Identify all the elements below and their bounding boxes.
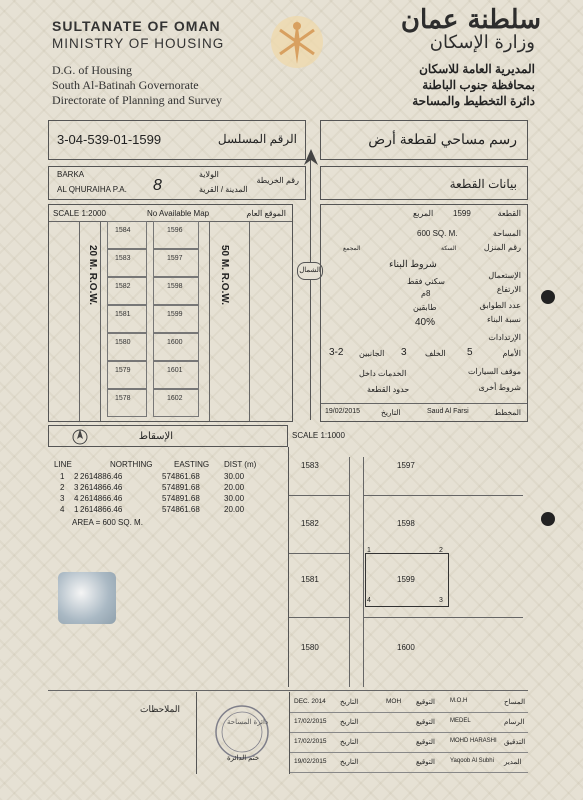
road-right-label: 50 M. R.O.W. — [219, 245, 230, 306]
location-plot-right: 1600 — [167, 339, 183, 346]
coord-header: EASTING — [174, 460, 210, 469]
signature-name: Yaqoob Al Subhi — [450, 758, 494, 764]
north-symbol-icon — [69, 427, 91, 447]
location-plot-right: 1597 — [167, 255, 183, 262]
coord-cell: 2614866.46 — [80, 494, 123, 503]
stamp-area — [196, 692, 290, 774]
neighbor-label: السكة — [441, 246, 457, 252]
location-plot-right: 1601 — [167, 367, 183, 374]
house-no-label: رقم المنزل — [483, 243, 521, 252]
plot-details — [320, 204, 528, 422]
setbacks-label: الإرتدادات — [488, 333, 521, 342]
signature-sig: MOH — [386, 698, 402, 705]
location-plot-right: 1602 — [167, 395, 183, 402]
projection-plot-left: 1583 — [301, 461, 319, 470]
location-plot-left: 1582 — [115, 283, 131, 290]
location-map — [48, 204, 293, 422]
sides-value: 3-2 — [329, 347, 344, 358]
signature-name: M.O.H — [450, 698, 468, 704]
planner-name: Saud Al Farsi — [427, 408, 469, 415]
back-value: 3 — [401, 347, 407, 358]
wilaya-label: الولاية — [199, 170, 219, 179]
signature-date: 17/02/2015 — [294, 718, 327, 725]
projection-plot-left: 1580 — [301, 643, 319, 652]
projection-plot-left: 1582 — [301, 519, 319, 528]
header-dg: D.G. of Housing — [52, 63, 132, 77]
signature-role-ar: الرسام — [504, 719, 525, 726]
coord-header: DIST (m) — [224, 460, 257, 469]
coord-cell: 1 — [60, 472, 65, 481]
plot-data-header — [320, 166, 528, 200]
serial-number: 3-04-539-01-1599 — [57, 132, 162, 147]
area-value: 600 SQ. M. — [417, 229, 458, 238]
ratio-value: 40% — [415, 317, 436, 328]
signature-sig-ar: التوقيع — [416, 699, 435, 706]
signature-sig-ar: التوقيع — [416, 719, 435, 726]
location-plot-right: 1596 — [167, 227, 183, 234]
plot-corner-label: 1 — [367, 547, 371, 554]
notes-label: الملاحظات — [140, 704, 180, 714]
village-label: المدينة / القرية — [199, 185, 248, 194]
coord-cell: 30.00 — [224, 494, 245, 503]
signature-name: MOHD HARASHI — [450, 738, 497, 744]
location-plot-cell — [153, 389, 199, 417]
coord-cell: 1 — [74, 505, 79, 514]
location-plot-left: 1579 — [115, 367, 131, 374]
signature-date-ar: التاريخ — [340, 739, 359, 746]
plot-corner-label: 3 — [439, 597, 443, 604]
location-plot-right: 1598 — [167, 283, 183, 290]
signature-date-ar: التاريخ — [340, 699, 359, 706]
complex-label: المجمع — [343, 246, 361, 252]
coord-cell: 4 — [74, 494, 79, 503]
stamp-label: ختم الدائرة — [227, 755, 260, 762]
planner-date: 19/02/2015 — [325, 408, 361, 415]
signature-sig-ar: التوقيع — [416, 759, 435, 766]
location-plot-left: 1584 — [115, 227, 131, 234]
header-ar-governorate: بمحافظة جنوب الباطنة — [422, 78, 535, 92]
header-sultanate: SULTANATE OF OMAN — [52, 18, 221, 34]
no-map-note: No Available Map — [147, 209, 210, 218]
location-plot-cell — [107, 305, 147, 333]
signature-date: 17/02/2015 — [294, 738, 327, 745]
signature-role-ar: التدقيق — [504, 739, 526, 746]
signature-date: DEC. 2014 — [294, 698, 326, 705]
location-plot-right: 1599 — [167, 311, 183, 318]
location-plot-cell — [153, 277, 199, 305]
height-label: الارتفاع — [496, 285, 521, 294]
planner-label: المخطط — [494, 408, 521, 417]
signature-role-ar: المدير — [504, 759, 522, 766]
coord-cell: 574891.68 — [162, 483, 200, 492]
use-label: الإستعمال — [488, 271, 521, 280]
height-value: 8م — [421, 289, 431, 298]
projection-label-box — [48, 425, 288, 447]
coord-cell: 2614886.46 — [80, 472, 123, 481]
location-plot-cell — [153, 333, 199, 361]
plot-corner-label: 2 — [439, 547, 443, 554]
serial-box — [48, 120, 306, 160]
coord-cell: 2 — [60, 483, 65, 492]
block-label: المربع — [413, 209, 434, 218]
oman-emblem-icon — [268, 12, 326, 72]
map-number: 8 — [153, 177, 162, 194]
projection-plot-right: 1600 — [397, 643, 415, 652]
coord-cell: 3 — [74, 483, 79, 492]
header-governorate: South Al-Batinah Governorate — [52, 78, 199, 92]
signature-sig-ar: التوقيع — [416, 739, 435, 746]
location-plot-left: 1580 — [115, 339, 131, 346]
projection-scale: SCALE 1:1000 — [292, 431, 345, 440]
front-value: 5 — [467, 347, 473, 358]
signature-role-ar: المساح — [504, 699, 526, 706]
coord-area: AREA = 600 SQ. M. — [72, 518, 143, 527]
ratio-label: نسبة البناء — [487, 315, 521, 324]
planner-date-label: التاريخ — [381, 408, 401, 417]
signature-date: 19/02/2015 — [294, 758, 327, 765]
parking-label: موقف السيارات — [467, 367, 521, 376]
header-ministry: MINISTRY OF HOUSING — [52, 36, 225, 51]
location-plot-left: 1583 — [115, 255, 131, 262]
plot-data-title: بيانات القطعة — [449, 177, 517, 191]
coord-cell: 574891.68 — [162, 494, 200, 503]
header-ar-sultanate: سلطنة عمان — [400, 5, 541, 35]
punch-hole — [541, 290, 555, 304]
serial-label: الرقم المسلسل — [217, 132, 297, 146]
plot-number: 1599 — [453, 209, 471, 218]
plot-corner-label: 4 — [367, 597, 371, 604]
floors-value: طابقين — [413, 303, 437, 312]
location-map-scale: SCALE 1:2000 — [53, 209, 106, 218]
coord-cell: 30.00 — [224, 472, 245, 481]
projection-label: الإسقاط — [138, 431, 173, 442]
signature-date-ar: التاريخ — [340, 719, 359, 726]
projection-drawing — [288, 447, 528, 687]
coord-cell: 2614866.46 — [80, 483, 123, 492]
other-value: حدود القطعة — [367, 385, 410, 394]
coord-cell: 574861.68 — [162, 472, 200, 481]
location-box — [48, 166, 306, 200]
coord-cell: 2614866.46 — [80, 505, 123, 514]
coord-cell: 3 — [60, 494, 65, 503]
location-plot-cell — [107, 389, 147, 417]
location-plot-cell — [107, 277, 147, 305]
header-directorate: Directorate of Planning and Survey — [52, 93, 222, 107]
area-label: المساحة — [492, 229, 521, 238]
parking-value: الخدمات داخل — [359, 369, 407, 378]
back-label: الخلف — [425, 349, 446, 358]
location-plot-cell — [107, 249, 147, 277]
coord-cell: 20.00 — [224, 505, 245, 514]
location-plot-cell — [107, 333, 147, 361]
punch-hole — [541, 512, 555, 526]
north-label: الشمال — [297, 262, 323, 280]
coord-cell: 574861.68 — [162, 505, 200, 514]
location-plot-cell — [107, 221, 147, 249]
location-plot-left: 1578 — [115, 395, 131, 402]
title-box — [320, 120, 528, 160]
other-label: شروط أخرى — [478, 383, 521, 392]
coord-cell: 20.00 — [224, 483, 245, 492]
wilaya-value: BARKA — [57, 170, 85, 179]
projection-plot-right: 1599 — [397, 575, 415, 584]
village-value: AL QHURAIHA P.A. — [57, 185, 127, 194]
location-plot-cell — [153, 305, 199, 333]
location-plot-cell — [107, 361, 147, 389]
signature-date-ar: التاريخ — [340, 759, 359, 766]
location-plot-cell — [153, 221, 199, 249]
document-title: رسم مساحي لقطعة أرض — [368, 131, 517, 147]
projection-plot-right: 1598 — [397, 519, 415, 528]
signature-name: MEDEL — [450, 718, 471, 724]
projection-plot-right: 1597 — [397, 461, 415, 470]
hologram-seal-icon — [58, 572, 116, 624]
general-location-label: الموقع العام — [246, 209, 286, 218]
front-label: الأمام — [502, 349, 521, 358]
coord-header: LINE — [54, 460, 72, 469]
road-left-label: 20 M. R.O.W. — [87, 245, 98, 306]
header-ar-ministry: وزارة الإسكان — [429, 32, 535, 53]
map-number-label: رقم الخريطة — [256, 176, 299, 185]
north-arrow-icon — [302, 148, 320, 166]
header-ar-dg: المديرية العامة للاسكان — [419, 62, 535, 76]
plot-label: القطعة — [497, 209, 521, 218]
conditions-title: شروط البناء — [389, 259, 437, 270]
coord-cell: 4 — [60, 505, 65, 514]
location-plot-cell — [153, 361, 199, 389]
projection-plot-left: 1581 — [301, 575, 319, 584]
floors-label: عدد الطوابق — [479, 301, 521, 310]
coord-cell: 2 — [74, 472, 79, 481]
stamp-text: دائرة المساحة — [227, 719, 269, 726]
header-ar-directorate: دائرة التخطيط والمساحة — [412, 94, 535, 108]
location-plot-cell — [153, 249, 199, 277]
use-value: سكني فقط — [407, 277, 445, 286]
sides-label: الجانبين — [359, 349, 385, 358]
location-plot-left: 1581 — [115, 311, 131, 318]
coord-header: NORTHING — [110, 460, 153, 469]
